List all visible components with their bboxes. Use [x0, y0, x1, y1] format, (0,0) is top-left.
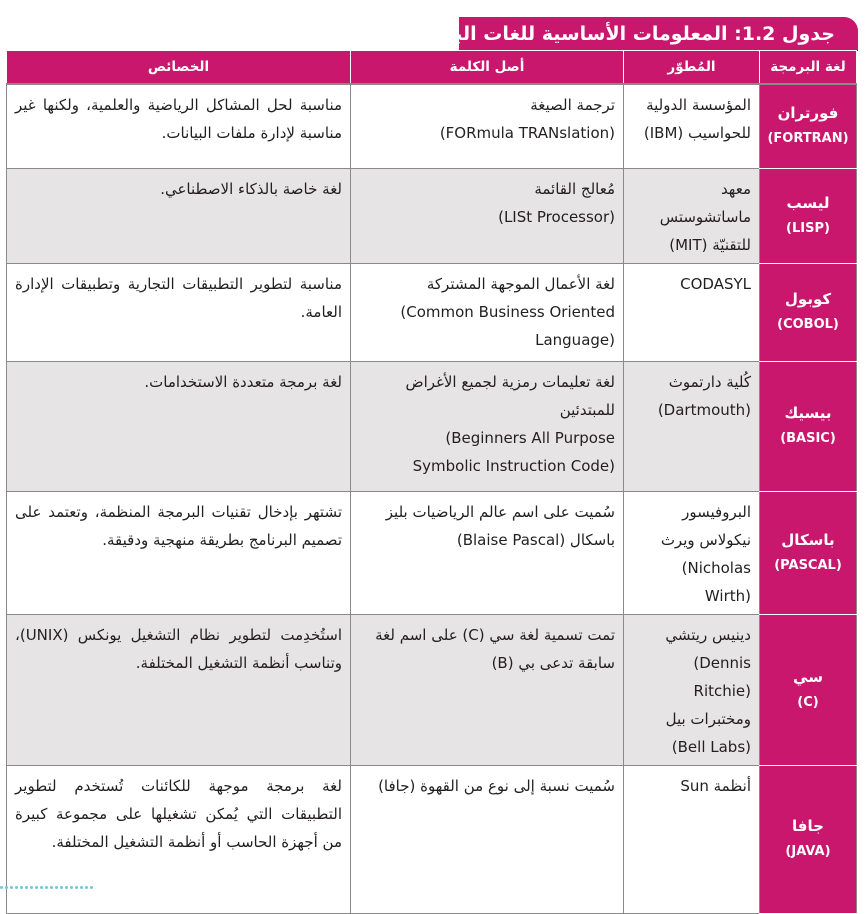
language-cell [760, 361, 857, 491]
origin-cell [351, 765, 624, 913]
origin-line: (Common Business Oriented [400, 302, 615, 321]
origin-line: ترجمة الصيغة [530, 96, 615, 114]
language-name-ar: فورتران [777, 104, 839, 123]
developer-line: ومختبرات بيل [665, 709, 751, 728]
developer-line: للحواسيب (IBM) [643, 124, 751, 142]
features-cell: لغة برمجة متعددة الاستخدامات. [7, 361, 351, 491]
features-cell: لغة خاصة بالذكاء الاصطناعي. [7, 168, 351, 263]
origin-cell [351, 491, 624, 614]
language-cell [760, 168, 857, 263]
developer-line: المؤسسة الدولية [646, 96, 751, 114]
language-name-ar: بيسيك [784, 404, 832, 422]
language-name-en: (BASIC) [780, 431, 836, 446]
language-cell [760, 765, 857, 913]
origin-line: مُعالج القائمة [534, 179, 615, 198]
origin-line: تمت تسمية لغة سي (C) على اسم لغة سابقة تدعى بي (B) [375, 625, 615, 672]
language-name-en: (JAVA) [785, 844, 831, 859]
language-cell [760, 84, 857, 168]
origin-line: سُميت على اسم عالم الرياضيات بليز باسكال (Blaise Pascal) [385, 502, 615, 549]
developer-line: للتقنيّة (MIT) [669, 235, 751, 254]
origin-line: Symbolic Instruction Code) [412, 456, 615, 475]
language-cell [760, 491, 857, 614]
features-cell: مناسبة لتطوير التطبيقات التجارية وتطبيقات الإدارة العامة. [7, 263, 351, 361]
header-developer: المُطوّر [624, 51, 760, 85]
developer-line: CODASYL [680, 274, 751, 293]
language-name-en: (C) [797, 694, 819, 710]
language-name-en: (FORTRAN) [767, 131, 849, 147]
origin-cell [351, 614, 624, 765]
developer-line: دينيس ريتشي [665, 625, 751, 644]
table-row [7, 84, 857, 168]
developer-line: (Nicholas Wirth) [681, 558, 751, 605]
origin-cell [351, 263, 624, 361]
developer-line: معهد ماساتشوستس [659, 179, 751, 226]
language-name-ar: ليسب [786, 193, 830, 212]
origin-cell [351, 84, 624, 168]
developer-line: كُلية دارتموث [668, 372, 751, 391]
language-cell [760, 263, 857, 361]
header-origin: أصل الكلمة [351, 51, 624, 85]
origin-line: Language) [535, 330, 615, 349]
language-name-en: (LISP) [786, 220, 830, 236]
features-cell: تشتهر بإدخال تقنيات البرمجة المنظمة، وتعتمد على تصميم البرنامج بطريقة منهجية ودقيقة. [7, 491, 351, 614]
table-row [7, 168, 857, 263]
origin-cell [351, 361, 624, 491]
language-cell [760, 614, 857, 765]
developer-line: (Dartmouth) [657, 400, 751, 419]
origin-line: لغة الأعمال الموجهة المشتركة [426, 274, 615, 293]
header-language: لغة البرمجة [760, 51, 857, 85]
developer-cell [624, 263, 760, 361]
language-name-ar: كوبول [784, 290, 832, 308]
features-cell: لغة برمجة موجهة للكائنات تُستخدم لتطوير التطبيقات التي يُمكن تشغيلها على مجموعة كبيرة من أجهزة الحاسب أو أنظمة التشغيل المختلفة. [7, 765, 351, 913]
language-name-ar: سي [793, 667, 823, 686]
developer-line: أنظمة Sun [680, 776, 751, 795]
table-row [7, 263, 857, 361]
language-name-ar: جافا [792, 817, 824, 835]
developer-cell [624, 614, 760, 765]
developer-line: البروفيسور نيكولاس ويرث [660, 502, 751, 549]
developer-line: (Bell Labs) [671, 737, 751, 756]
language-name-ar: باسكال [781, 530, 835, 549]
features-cell: استُخدِمت لتطوير نظام التشغيل يونكس (UNIX)، وتناسب أنظمة التشغيل المختلفة. [7, 614, 351, 765]
developer-cell [624, 84, 760, 168]
origin-line: (Beginners All Purpose [445, 428, 615, 447]
origin-line: سُميت نسبة إلى نوع من القهوة (جافا) [378, 776, 615, 795]
table-title: جدول 1.2: المعلومات الأساسية للغات البرمجة [406, 23, 835, 45]
developer-cell [624, 361, 760, 491]
origin-line: (FORmula TRANslation) [439, 124, 615, 142]
developer-line: (Dennis Ritchie) [693, 653, 751, 700]
decorative-dots [0, 877, 96, 887]
developer-cell [624, 765, 760, 913]
language-name-en: (PASCAL) [774, 557, 842, 573]
languages-table [6, 50, 857, 914]
language-name-en: (COBOL) [777, 317, 839, 332]
table-row [7, 361, 857, 491]
origin-line: (LISt Processor) [498, 207, 615, 226]
origin-cell [351, 168, 624, 263]
table-row [7, 614, 857, 765]
table-row [7, 491, 857, 614]
developer-cell [624, 491, 760, 614]
header-row [7, 51, 857, 85]
header-features: الخصائص [7, 51, 351, 85]
features-cell: مناسبة لحل المشاكل الرياضية والعلمية، ولكنها غير مناسبة لإدارة ملفات البيانات. [7, 84, 351, 168]
developer-cell [624, 168, 760, 263]
origin-line: لغة تعليمات رمزية لجميع الأغراض للمبتدئين [405, 372, 615, 419]
table-row [7, 765, 857, 913]
